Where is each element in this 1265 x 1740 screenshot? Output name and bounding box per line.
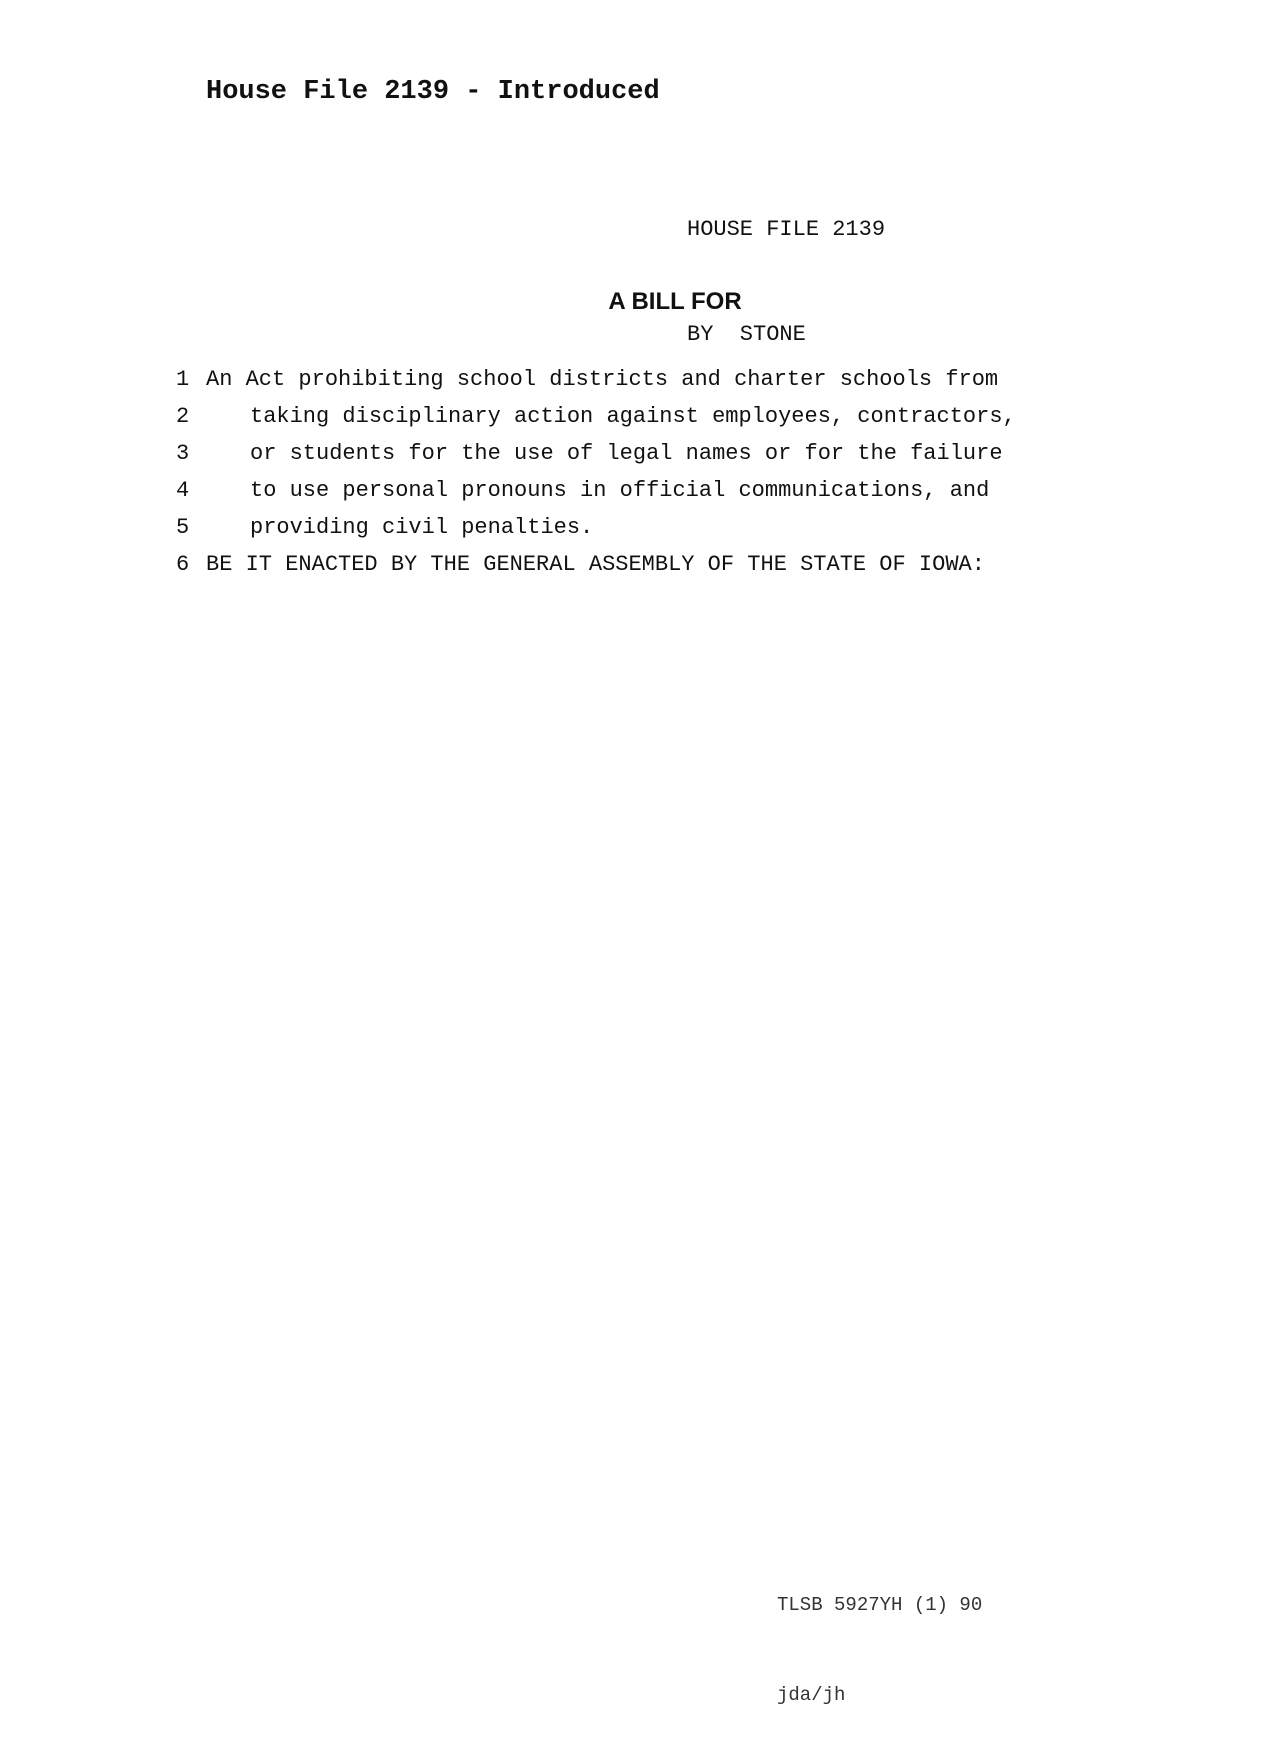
line-text: BE IT ENACTED BY THE GENERAL ASSEMBLY OF THE STATE OF IOWA:: [206, 552, 985, 577]
line-number: 3: [176, 441, 190, 466]
sponsor: BY STONE: [687, 322, 806, 347]
bill-line: [176, 546, 1016, 583]
drafter-initials: jda/jh: [777, 1684, 846, 1706]
bill-heading: A BILL FOR: [608, 288, 742, 315]
line-number: 5: [176, 515, 190, 540]
line-number: 6: [176, 552, 190, 577]
bill-line: [176, 361, 1016, 398]
line-text: An Act prohibiting school districts and charter schools from: [206, 367, 999, 392]
line-text: to use personal pronouns in official communications, and: [250, 478, 990, 503]
footer-info: [777, 1530, 982, 1740]
bill-text: [176, 361, 1016, 583]
file-info: [687, 142, 885, 387]
line-number: 1: [176, 367, 190, 392]
bill-line: [176, 398, 1016, 435]
bill-line: [176, 435, 1016, 472]
bill-line: [176, 509, 1016, 546]
document-code: TLSB 5927YH (1) 90: [777, 1594, 983, 1616]
line-number: 2: [176, 404, 190, 429]
page-title: House File 2139 - Introduced: [206, 77, 660, 107]
line-text: providing civil penalties.: [250, 515, 594, 540]
file-number: HOUSE FILE 2139: [687, 217, 886, 242]
line-number: 4: [176, 478, 190, 503]
bill-line: [176, 472, 1016, 509]
line-text: taking disciplinary action against employees, contractors,: [250, 404, 1016, 429]
line-text: or students for the use of legal names or for the failure: [250, 441, 1003, 466]
